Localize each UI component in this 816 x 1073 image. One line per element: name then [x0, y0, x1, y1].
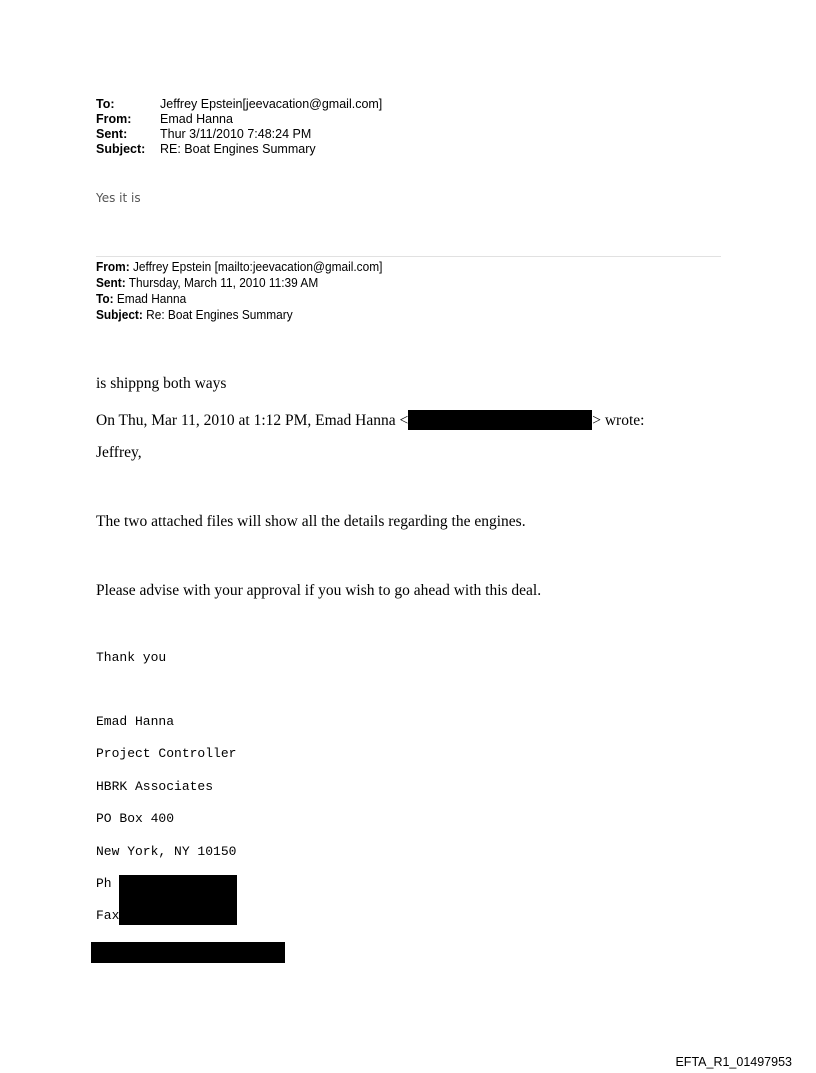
- body-paragraph-2: Please advise with your approval if you wish to go ahead with this deal.: [96, 582, 542, 599]
- document-id: EFTA_R1_01497953: [675, 1055, 792, 1069]
- quote-divider: [96, 256, 721, 257]
- quoted-to: [96, 291, 186, 307]
- sent-label: Sent:: [96, 127, 128, 141]
- signature-fax-label: Fax: [96, 908, 120, 923]
- signature-company: HBRK Associates: [96, 779, 214, 794]
- quoted-sent-label: Sent:: [96, 276, 126, 290]
- redacted-phone-fax: [119, 875, 237, 925]
- quoted-sent-value: Thursday, March 11, 2010 11:39 AM: [125, 276, 319, 290]
- quoted-sent: [96, 275, 318, 291]
- body-paragraph-1: The two attached files will show all the details regarding the engines.: [96, 513, 526, 530]
- quoted-from: [96, 259, 382, 275]
- subject-value: RE: Boat Engines Summary: [160, 142, 316, 156]
- signature-po-box: PO Box 400: [96, 811, 175, 826]
- signature-city: New York, NY 10150: [96, 844, 237, 859]
- wrote-prefix: On Thu, Mar 11, 2010 at 1:12 PM, Emad Hanna <: [96, 412, 409, 429]
- wrote-line: [96, 410, 644, 430]
- quoted-subject: [96, 307, 293, 323]
- header-subject: [96, 142, 316, 157]
- quoted-subject-label: Subject:: [96, 308, 143, 322]
- redacted-signature-line: [91, 942, 285, 963]
- body-line-shipping: is shippng both ways: [96, 375, 227, 392]
- quoted-subject-value: Re: Boat Engines Summary: [142, 308, 293, 322]
- header-from: [96, 112, 233, 127]
- header-to: [96, 97, 382, 112]
- quoted-to-label: To:: [96, 292, 114, 306]
- quoted-from-value: Jeffrey Epstein [mailto:jeevacation@gmail.com]: [129, 260, 383, 274]
- quoted-to-value: Emad Hanna: [113, 292, 187, 306]
- subject-label: Subject:: [96, 142, 146, 156]
- signature-name: Emad Hanna: [96, 714, 175, 729]
- header-sent: [96, 127, 311, 142]
- to-value: Jeffrey Epstein[jeevacation@gmail.com]: [160, 97, 383, 111]
- signature-title: Project Controller: [96, 746, 237, 761]
- quoted-from-label: From:: [96, 260, 130, 274]
- sent-value: Thur 3/11/2010 7:48:24 PM: [160, 127, 312, 141]
- greeting: Jeffrey,: [96, 444, 142, 461]
- redacted-email: [408, 410, 592, 430]
- to-label: To:: [96, 97, 115, 111]
- from-value: Emad Hanna: [160, 112, 233, 126]
- sign-off: Thank you: [96, 650, 167, 665]
- from-label: From:: [96, 112, 132, 126]
- reply-text: Yes it is: [96, 191, 141, 205]
- signature-phone-label: Ph: [96, 876, 112, 891]
- wrote-suffix: > wrote:: [592, 412, 645, 429]
